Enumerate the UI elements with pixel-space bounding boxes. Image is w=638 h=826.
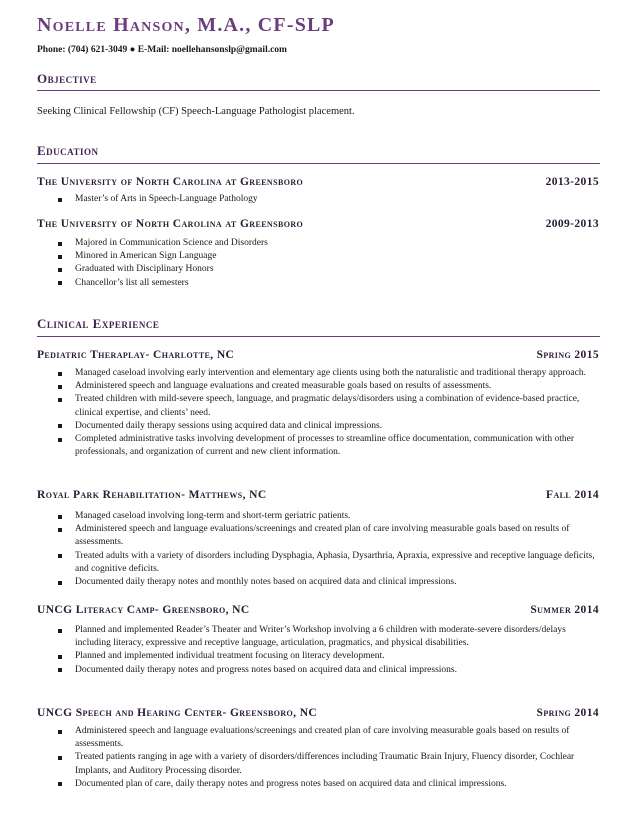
bullet-icon xyxy=(58,528,62,532)
list-item: Planned and implemented individual treatment focusing on literacy development. xyxy=(58,650,600,663)
bullet-icon xyxy=(58,554,62,558)
list-item: Majored in Communication Science and Disorders xyxy=(58,237,600,250)
education-bullets xyxy=(58,193,600,206)
contact-line: Phone: (704) 621-3049 ● E-Mail: noellehansonslp@gmail.com xyxy=(37,45,287,55)
clinical-entry-header xyxy=(37,349,600,363)
bullet-icon xyxy=(58,438,62,442)
list-item: Documented plan of care, daily therapy notes and progress notes based on acquired data and clinical impressions. xyxy=(58,778,600,791)
bullet-icon xyxy=(58,398,62,402)
education-date: 2009-2013 xyxy=(545,218,599,230)
clinical-entry-header xyxy=(37,604,600,618)
list-item: Managed caseload involving long-term and short-term geriatric patients. xyxy=(58,510,600,523)
bullet-icon xyxy=(58,730,62,734)
list-item: Planned and implemented Reader’s Theater and Writer’s Workshop involving a 6 children with moderate-severe disorders/delays including literacy, expressive and receptive language, articulation, pragmatics, and physical disabilities. xyxy=(58,624,600,650)
list-item: Treated patients ranging in age with a variety of disorders/differences including Traumatic Brain Injury, Fluency disorder, Cochlear Implants, and Auditory Processing disorder. xyxy=(58,751,600,777)
clinical-bullets xyxy=(58,510,600,589)
clinical-date: Spring 2015 xyxy=(536,349,599,361)
list-item: Documented daily therapy sessions using acquired data and clinical impressions. xyxy=(58,420,600,433)
bullet-icon xyxy=(58,255,62,259)
list-item: Documented daily therapy notes and monthly notes based on acquired data and clinical impressions. xyxy=(58,576,600,589)
education-heading: Education xyxy=(37,143,99,158)
bullet-icon xyxy=(58,372,62,376)
bullet-icon xyxy=(58,668,62,672)
bullet-icon xyxy=(58,281,62,285)
education-date: 2013-2015 xyxy=(545,176,599,188)
list-item: Chancellor’s list all semesters xyxy=(58,277,600,290)
list-item: Master’s of Arts in Speech-Language Pathology xyxy=(58,193,600,206)
bullet-icon xyxy=(58,242,62,246)
list-item: Administered speech and language evaluations/screenings and created plan of care involving measurable goals based on results of assessments. xyxy=(58,523,600,549)
section-divider xyxy=(37,163,600,164)
clinical-date: Spring 2014 xyxy=(536,707,599,719)
education-entry-header xyxy=(37,176,600,190)
education-bullets xyxy=(58,237,600,290)
bullet-icon xyxy=(58,424,62,428)
clinical-bullets xyxy=(58,725,600,791)
clinical-org: UNCG Literacy Camp- Greensboro, NC xyxy=(37,604,250,616)
bullet-icon xyxy=(58,515,62,519)
clinical-entry-header xyxy=(37,707,600,721)
clinical-org: Royal Park Rehabilitation- Matthews, NC xyxy=(37,489,267,501)
list-item: Documented daily therapy notes and progress notes based on acquired data and clinical impressions. xyxy=(58,664,600,677)
bullet-icon xyxy=(58,198,62,202)
bullet-icon xyxy=(58,655,62,659)
bullet-icon xyxy=(58,268,62,272)
clinical-bullets xyxy=(58,367,600,459)
clinical-org: Pediatric Theraplay- Charlotte, NC xyxy=(37,349,235,361)
clinical-heading: Clinical Experience xyxy=(37,316,160,331)
objective-heading: Objective xyxy=(37,71,97,86)
education-entry-header xyxy=(37,218,600,232)
objective-text: Seeking Clinical Fellowship (CF) Speech-Language Pathologist placement. xyxy=(37,106,355,117)
list-item: Administered speech and language evaluations/screenings and created plan of care involving measurable goals based on results of assessments. xyxy=(58,725,600,751)
list-item: Administered speech and language evaluations and created measurable goals based on results of assessments. xyxy=(58,380,600,393)
list-item: Minored in American Sign Language xyxy=(58,250,600,263)
bullet-icon xyxy=(58,385,62,389)
clinical-date: Summer 2014 xyxy=(530,604,599,616)
clinical-date: Fall 2014 xyxy=(546,489,599,501)
list-item: Treated children with mild-severe speech, language, and pragmatic delays/disorders using a combination of evidence-based practice, clinical expertise, and clients’ need. xyxy=(58,393,600,419)
list-item: Graduated with Disciplinary Honors xyxy=(58,263,600,276)
education-org: The University of North Carolina at Greensboro xyxy=(37,176,304,188)
clinical-bullets xyxy=(58,624,600,677)
list-item: Treated adults with a variety of disorders including Dysphagia, Aphasia, Dysarthria, Apraxia, expressive and receptive language deficits, and cognitive deficits. xyxy=(58,550,600,576)
bullet-icon xyxy=(58,581,62,585)
list-item: Managed caseload involving early intervention and elementary age clients using both the naturalistic and traditional therapy approach. xyxy=(58,367,600,380)
section-divider xyxy=(37,90,600,91)
clinical-org: UNCG Speech and Hearing Center- Greensboro, NC xyxy=(37,707,318,719)
clinical-entry-header xyxy=(37,489,600,503)
list-item: Completed administrative tasks involving development of processes to streamline office documentation, communication with other professionals, and organization of current and new client information. xyxy=(58,433,600,459)
bullet-icon xyxy=(58,782,62,786)
bullet-icon xyxy=(58,756,62,760)
bullet-icon xyxy=(58,629,62,633)
section-divider xyxy=(37,336,600,337)
resume-name: Noelle Hanson, M.A., CF-SLP xyxy=(37,14,335,36)
education-org: The University of North Carolina at Greensboro xyxy=(37,218,304,230)
